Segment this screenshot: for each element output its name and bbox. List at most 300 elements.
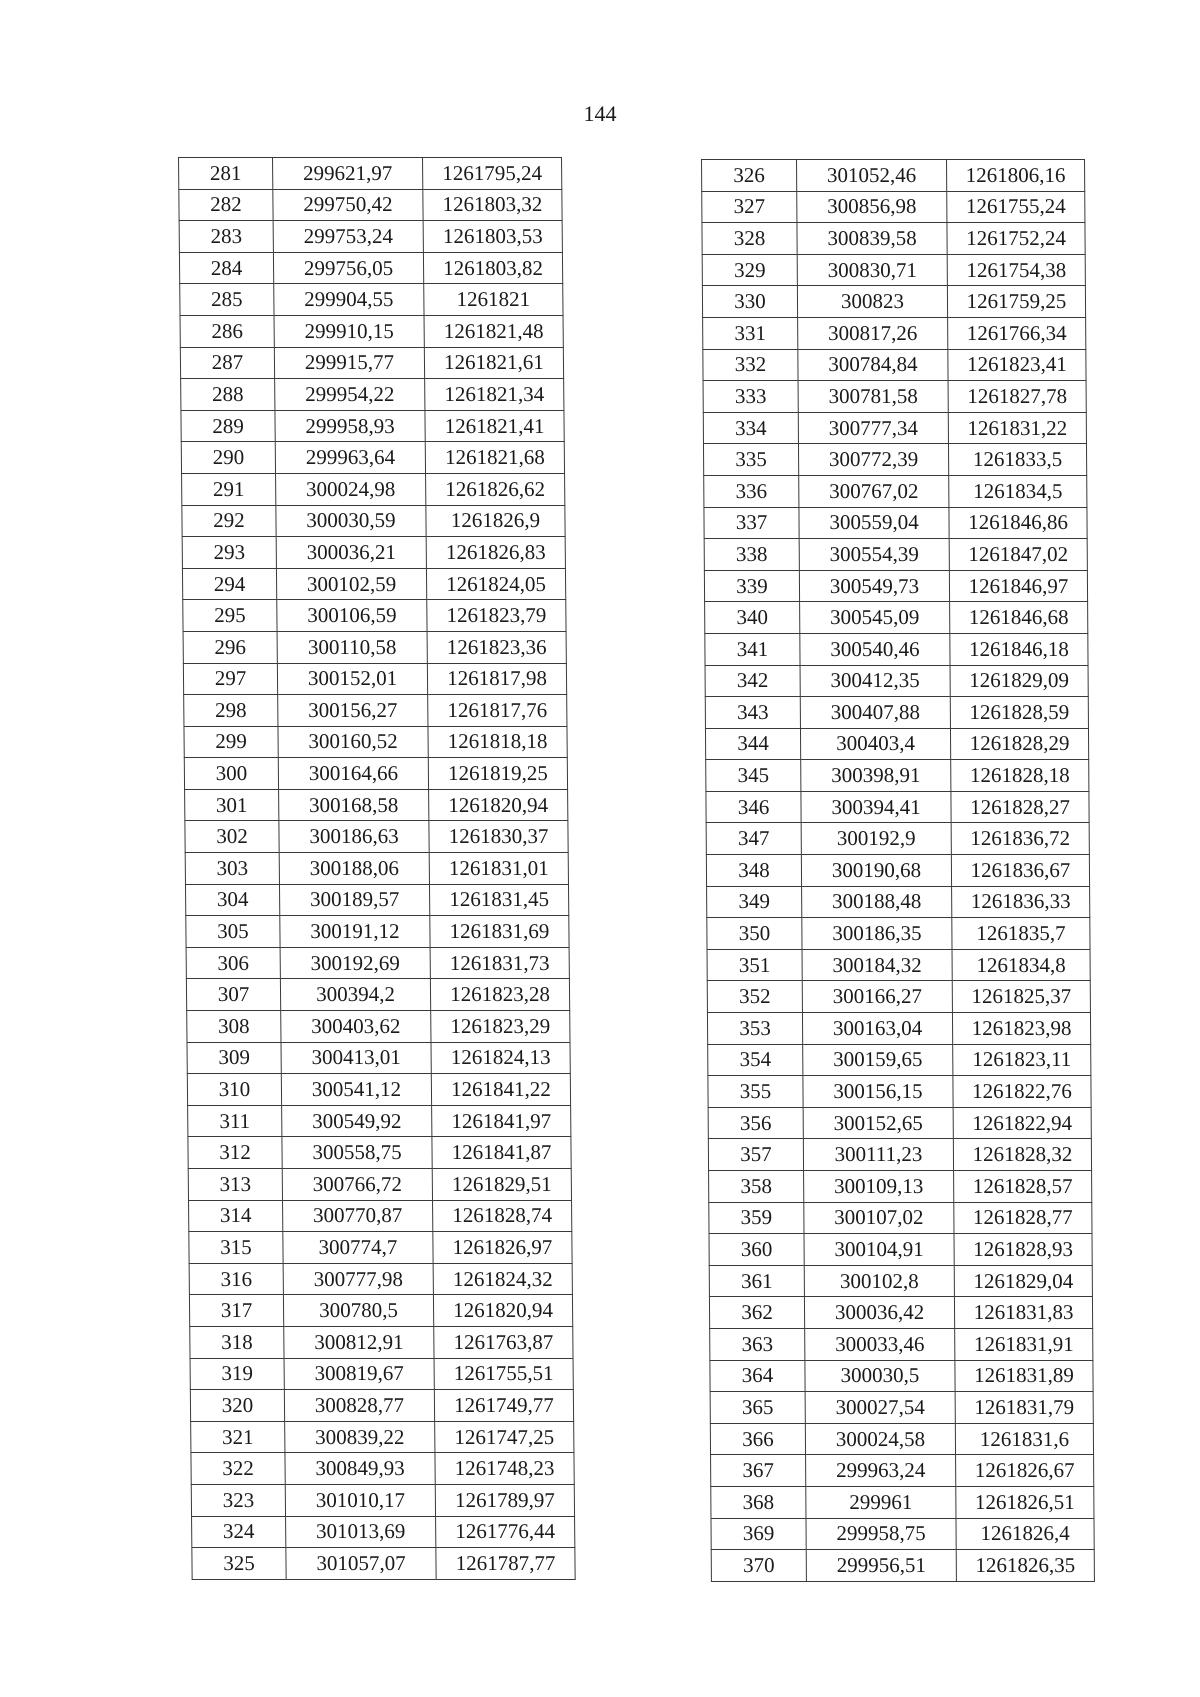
x-coordinate-cell: 300770,87	[283, 1200, 433, 1232]
x-coordinate-cell: 300102,8	[804, 1265, 954, 1297]
table-row	[711, 1486, 1094, 1518]
y-coordinate-cell: 1261828,27	[951, 791, 1089, 823]
point-number-cell: 347	[706, 823, 801, 855]
table-row	[707, 1013, 1090, 1045]
x-coordinate-cell: 300186,35	[802, 918, 952, 950]
point-number-cell: 326	[702, 160, 797, 192]
table-row	[187, 1011, 570, 1043]
x-coordinate-cell: 300188,06	[279, 853, 429, 885]
x-coordinate-cell: 300819,67	[284, 1358, 434, 1390]
point-number-cell: 334	[703, 412, 798, 444]
y-coordinate-cell: 1261846,18	[950, 633, 1088, 665]
y-coordinate-cell: 1261823,41	[948, 349, 1086, 381]
y-coordinate-cell: 1261820,94	[429, 789, 568, 821]
point-number-cell: 295	[183, 600, 277, 632]
table-row	[709, 1171, 1092, 1203]
x-coordinate-cell: 300156,15	[803, 1076, 953, 1108]
y-coordinate-cell: 1261834,8	[952, 949, 1090, 981]
x-coordinate-cell: 300540,46	[800, 633, 950, 665]
point-number-cell: 299	[184, 726, 278, 758]
table-row	[185, 789, 568, 821]
table-row	[709, 1234, 1092, 1266]
point-number-cell: 328	[702, 223, 797, 255]
table-row	[705, 602, 1088, 634]
x-coordinate-cell: 300104,91	[804, 1234, 954, 1266]
point-number-cell: 312	[188, 1137, 282, 1169]
y-coordinate-cell: 1261836,67	[951, 855, 1089, 887]
table-row	[179, 158, 562, 190]
x-coordinate-cell: 300774,7	[283, 1232, 433, 1264]
point-number-cell: 282	[179, 189, 273, 221]
y-coordinate-cell: 1261841,22	[431, 1074, 570, 1106]
point-number-cell: 296	[183, 631, 277, 663]
point-number-cell: 317	[189, 1295, 283, 1327]
y-coordinate-cell: 1261821,68	[425, 442, 564, 474]
table-row	[711, 1518, 1094, 1550]
point-number-cell: 333	[703, 381, 798, 413]
table-row	[705, 665, 1088, 697]
y-coordinate-cell: 1261828,74	[433, 1200, 572, 1232]
x-coordinate-cell: 300166,27	[802, 981, 952, 1013]
x-coordinate-cell: 300024,98	[276, 473, 426, 505]
x-coordinate-cell: 300188,48	[802, 886, 952, 918]
point-number-cell: 331	[703, 317, 798, 349]
y-coordinate-cell: 1261759,25	[947, 286, 1085, 318]
point-number-cell: 322	[191, 1453, 285, 1485]
x-coordinate-cell: 300191,12	[280, 916, 430, 948]
point-number-cell: 367	[711, 1455, 806, 1487]
y-coordinate-cell: 1261823,29	[431, 1011, 570, 1043]
y-coordinate-cell: 1261821,61	[424, 347, 563, 379]
y-coordinate-cell: 1261789,97	[435, 1484, 574, 1516]
table-row	[708, 1044, 1091, 1076]
y-coordinate-cell: 1261824,13	[431, 1042, 570, 1074]
point-number-cell: 294	[182, 568, 276, 600]
point-number-cell: 351	[707, 949, 802, 981]
y-coordinate-cell: 1261841,87	[432, 1137, 571, 1169]
y-coordinate-cell: 1261826,83	[426, 537, 565, 569]
y-coordinate-cell: 1261803,53	[423, 221, 562, 253]
table-row	[180, 347, 563, 379]
y-coordinate-cell: 1261829,09	[950, 665, 1088, 697]
y-coordinate-cell: 1261749,77	[434, 1390, 573, 1422]
table-row	[189, 1263, 572, 1295]
x-coordinate-cell: 299958,93	[275, 410, 425, 442]
y-coordinate-cell: 1261836,72	[951, 823, 1089, 855]
table-row	[704, 539, 1087, 571]
point-number-cell: 354	[708, 1044, 803, 1076]
point-number-cell: 308	[187, 1011, 281, 1043]
y-coordinate-cell: 1261836,33	[952, 886, 1090, 918]
point-number-cell: 318	[190, 1326, 284, 1358]
point-number-cell: 284	[179, 252, 273, 284]
x-coordinate-cell: 300036,21	[276, 537, 426, 569]
table-row	[182, 505, 565, 537]
x-coordinate-cell: 300164,66	[278, 758, 428, 790]
x-coordinate-cell: 299750,42	[273, 189, 423, 221]
x-coordinate-cell: 300184,32	[802, 949, 952, 981]
x-coordinate-cell: 301052,46	[797, 160, 947, 192]
y-coordinate-cell: 1261828,93	[954, 1234, 1092, 1266]
point-number-cell: 290	[181, 442, 275, 474]
point-number-cell: 306	[186, 947, 280, 979]
table-row	[180, 315, 563, 347]
point-number-cell: 325	[192, 1548, 286, 1580]
point-number-cell: 313	[188, 1169, 282, 1201]
point-number-cell: 321	[191, 1421, 285, 1453]
x-coordinate-cell: 300413,01	[281, 1042, 431, 1074]
table-row	[185, 821, 568, 853]
point-number-cell: 309	[187, 1042, 281, 1074]
table-row	[711, 1550, 1094, 1582]
x-coordinate-cell: 300152,65	[803, 1107, 953, 1139]
x-coordinate-cell: 300159,65	[803, 1044, 953, 1076]
y-coordinate-cell: 1261831,89	[955, 1360, 1093, 1392]
point-number-cell: 320	[190, 1390, 284, 1422]
point-number-cell: 330	[702, 286, 797, 318]
y-coordinate-cell: 1261824,32	[433, 1263, 572, 1295]
table-row	[706, 855, 1089, 887]
point-number-cell: 360	[709, 1234, 804, 1266]
y-coordinate-cell: 1261829,51	[432, 1169, 571, 1201]
y-coordinate-cell: 1261817,76	[428, 695, 567, 727]
table-row	[181, 379, 564, 411]
table-row	[707, 981, 1090, 1013]
x-coordinate-cell: 300766,72	[282, 1169, 432, 1201]
coordinates-table-right	[701, 159, 1095, 1582]
table-row	[703, 444, 1086, 476]
y-coordinate-cell: 1261829,04	[954, 1265, 1092, 1297]
table-row	[184, 695, 567, 727]
table-row	[707, 886, 1090, 918]
point-number-cell: 307	[186, 979, 280, 1011]
x-coordinate-cell: 300111,23	[803, 1139, 953, 1171]
table-row	[187, 1042, 570, 1074]
y-coordinate-cell: 1261833,5	[948, 444, 1086, 476]
point-number-cell: 337	[704, 507, 799, 539]
table-row	[184, 758, 567, 790]
table-row	[189, 1200, 572, 1232]
y-coordinate-cell: 1261803,82	[423, 252, 562, 284]
point-number-cell: 346	[706, 791, 801, 823]
point-number-cell: 297	[183, 663, 277, 695]
x-coordinate-cell: 300110,58	[277, 631, 427, 663]
y-coordinate-cell: 1261830,37	[429, 821, 568, 853]
table-row	[180, 284, 563, 316]
y-coordinate-cell: 1261754,38	[947, 254, 1085, 286]
table-row	[188, 1105, 571, 1137]
point-number-cell: 339	[704, 570, 799, 602]
point-number-cell: 301	[185, 789, 279, 821]
x-coordinate-cell: 300030,5	[805, 1360, 955, 1392]
x-coordinate-cell: 300772,39	[798, 444, 948, 476]
x-coordinate-cell: 300412,35	[800, 665, 950, 697]
table-row	[711, 1455, 1094, 1487]
x-coordinate-cell: 299958,75	[806, 1518, 956, 1550]
x-coordinate-cell: 300545,09	[800, 602, 950, 634]
point-number-cell: 289	[181, 410, 275, 442]
point-number-cell: 304	[185, 884, 279, 916]
point-number-cell: 363	[710, 1328, 805, 1360]
y-coordinate-cell: 1261828,18	[951, 760, 1089, 792]
point-number-cell: 319	[190, 1358, 284, 1390]
y-coordinate-cell: 1261826,62	[426, 473, 565, 505]
table-row	[707, 949, 1090, 981]
y-coordinate-cell: 1261820,94	[433, 1295, 572, 1327]
page-number: 144	[583, 101, 617, 126]
x-coordinate-cell: 300828,77	[284, 1390, 434, 1422]
table-row	[186, 916, 569, 948]
x-coordinate-cell: 300777,34	[798, 412, 948, 444]
x-coordinate-cell: 300106,59	[277, 600, 427, 632]
y-coordinate-cell: 1261824,05	[426, 568, 565, 600]
table-row	[702, 286, 1085, 318]
y-coordinate-cell: 1261803,32	[423, 189, 562, 221]
x-coordinate-cell: 300027,54	[805, 1392, 955, 1424]
table-row	[179, 221, 562, 253]
y-coordinate-cell: 1261825,37	[952, 981, 1090, 1013]
table-row	[191, 1453, 574, 1485]
point-number-cell: 353	[707, 1013, 802, 1045]
y-coordinate-cell: 1261834,5	[949, 475, 1087, 507]
table-row	[188, 1137, 571, 1169]
x-coordinate-cell: 300160,52	[278, 726, 428, 758]
table-row	[702, 254, 1085, 286]
table-row	[703, 349, 1086, 381]
point-number-cell: 343	[705, 697, 800, 729]
y-coordinate-cell: 1261847,02	[949, 539, 1087, 571]
point-number-cell: 365	[710, 1392, 805, 1424]
y-coordinate-cell: 1261828,77	[954, 1202, 1092, 1234]
y-coordinate-cell: 1261821,34	[425, 379, 564, 411]
table-row	[182, 473, 565, 505]
y-coordinate-cell: 1261822,76	[953, 1076, 1091, 1108]
x-coordinate-cell: 299904,55	[274, 284, 424, 316]
point-number-cell: 352	[707, 981, 802, 1013]
y-coordinate-cell: 1261823,36	[427, 631, 566, 663]
table-row	[709, 1297, 1092, 1329]
table-row	[704, 507, 1087, 539]
x-coordinate-cell: 300812,91	[284, 1326, 434, 1358]
y-coordinate-cell: 1261828,29	[950, 728, 1088, 760]
table-row	[703, 317, 1086, 349]
point-number-cell: 340	[705, 602, 800, 634]
y-coordinate-cell: 1261846,68	[950, 602, 1088, 634]
table-row	[706, 791, 1089, 823]
table-row	[190, 1326, 573, 1358]
table-row	[702, 160, 1085, 192]
x-coordinate-cell: 300189,57	[279, 884, 429, 916]
y-coordinate-cell: 1261787,77	[436, 1548, 575, 1580]
table-row	[185, 884, 568, 916]
x-coordinate-cell: 301010,17	[285, 1484, 435, 1516]
x-coordinate-cell: 299963,24	[806, 1455, 956, 1487]
x-coordinate-cell: 300839,58	[797, 223, 947, 255]
y-coordinate-cell: 1261846,97	[949, 570, 1087, 602]
table-row	[709, 1202, 1092, 1234]
x-coordinate-cell: 300186,63	[279, 821, 429, 853]
y-coordinate-cell: 1261841,97	[432, 1105, 571, 1137]
y-coordinate-cell: 1261827,78	[948, 381, 1086, 413]
y-coordinate-cell: 1261826,97	[433, 1232, 572, 1264]
y-coordinate-cell: 1261831,45	[429, 884, 568, 916]
point-number-cell: 281	[179, 158, 273, 190]
y-coordinate-cell: 1261763,87	[434, 1326, 573, 1358]
x-coordinate-cell: 300767,02	[799, 475, 949, 507]
point-number-cell: 344	[705, 728, 800, 760]
x-coordinate-cell: 299963,64	[275, 442, 425, 474]
x-coordinate-cell: 300823	[797, 286, 947, 318]
table-row	[704, 570, 1087, 602]
y-coordinate-cell: 1261831,01	[429, 853, 568, 885]
x-coordinate-cell: 300394,41	[801, 791, 951, 823]
x-coordinate-cell: 300554,39	[799, 539, 949, 571]
table-row	[190, 1358, 573, 1390]
point-number-cell: 341	[705, 633, 800, 665]
table-row	[709, 1265, 1092, 1297]
point-number-cell: 302	[185, 821, 279, 853]
y-coordinate-cell: 1261826,9	[426, 505, 565, 537]
y-coordinate-cell: 1261826,51	[956, 1486, 1094, 1518]
coordinates-table-left	[178, 157, 576, 1580]
point-number-cell: 283	[179, 221, 273, 253]
x-coordinate-cell: 300036,42	[804, 1297, 954, 1329]
x-coordinate-cell: 300107,02	[804, 1202, 954, 1234]
table-row	[182, 537, 565, 569]
point-number-cell: 287	[180, 347, 274, 379]
x-coordinate-cell: 300407,88	[800, 697, 950, 729]
table-row	[179, 189, 562, 221]
x-coordinate-cell: 299956,51	[806, 1550, 956, 1582]
y-coordinate-cell: 1261831,69	[430, 916, 569, 948]
y-coordinate-cell: 1261831,6	[955, 1423, 1093, 1455]
point-number-cell: 286	[180, 315, 274, 347]
x-coordinate-cell: 300784,84	[798, 349, 948, 381]
point-number-cell: 291	[182, 473, 276, 505]
table-row	[179, 252, 562, 284]
y-coordinate-cell: 1261823,98	[952, 1013, 1090, 1045]
point-number-cell: 350	[707, 918, 802, 950]
x-coordinate-cell: 299910,15	[274, 315, 424, 347]
y-coordinate-cell: 1261818,18	[428, 726, 567, 758]
x-coordinate-cell: 300030,59	[276, 505, 426, 537]
table-row	[189, 1295, 572, 1327]
table-row	[710, 1423, 1093, 1455]
x-coordinate-cell: 300398,91	[801, 760, 951, 792]
y-coordinate-cell: 1261828,32	[953, 1139, 1091, 1171]
y-coordinate-cell: 1261828,57	[954, 1171, 1092, 1203]
table-row	[191, 1421, 574, 1453]
table-row	[186, 979, 569, 1011]
y-coordinate-cell: 1261755,51	[434, 1358, 573, 1390]
x-coordinate-cell: 300781,58	[798, 381, 948, 413]
x-coordinate-cell: 300190,68	[801, 855, 951, 887]
x-coordinate-cell: 300109,13	[804, 1171, 954, 1203]
y-coordinate-cell: 1261831,83	[954, 1297, 1092, 1329]
y-coordinate-cell: 1261748,23	[435, 1453, 574, 1485]
x-coordinate-cell: 300558,75	[282, 1137, 432, 1169]
point-number-cell: 288	[181, 379, 275, 411]
table-row	[184, 726, 567, 758]
table-row	[702, 191, 1085, 223]
table-row	[182, 568, 565, 600]
table-row	[191, 1484, 574, 1516]
y-coordinate-cell: 1261831,22	[948, 412, 1086, 444]
table-row	[192, 1548, 575, 1580]
x-coordinate-cell: 299961	[806, 1486, 956, 1518]
point-number-cell: 329	[702, 254, 797, 286]
point-number-cell: 370	[711, 1550, 806, 1582]
table-row	[705, 633, 1088, 665]
table-row	[187, 1074, 570, 1106]
y-coordinate-cell: 1261821,41	[425, 410, 564, 442]
x-coordinate-cell: 300403,62	[281, 1011, 431, 1043]
x-coordinate-cell: 300559,04	[799, 507, 949, 539]
point-number-cell: 332	[703, 349, 798, 381]
point-number-cell: 285	[180, 284, 274, 316]
x-coordinate-cell: 300549,92	[282, 1105, 432, 1137]
point-number-cell: 335	[703, 444, 798, 476]
x-coordinate-cell: 299954,22	[275, 379, 425, 411]
x-coordinate-cell: 300839,22	[285, 1421, 435, 1453]
y-coordinate-cell: 1261823,28	[430, 979, 569, 1011]
y-coordinate-cell: 1261795,24	[423, 158, 562, 190]
table-row	[188, 1169, 571, 1201]
x-coordinate-cell: 300549,73	[799, 570, 949, 602]
x-coordinate-cell: 299753,24	[273, 221, 423, 253]
point-number-cell: 355	[708, 1076, 803, 1108]
y-coordinate-cell: 1261831,73	[430, 947, 569, 979]
point-number-cell: 298	[184, 695, 278, 727]
point-number-cell: 324	[192, 1516, 286, 1548]
y-coordinate-cell: 1261835,7	[952, 918, 1090, 950]
x-coordinate-cell: 300394,2	[280, 979, 430, 1011]
point-number-cell: 315	[189, 1232, 283, 1264]
x-coordinate-cell: 300780,5	[283, 1295, 433, 1327]
point-number-cell: 300	[184, 758, 278, 790]
table-row	[705, 728, 1088, 760]
x-coordinate-cell: 300777,98	[283, 1263, 433, 1295]
y-coordinate-cell: 1261828,59	[950, 697, 1088, 729]
table-row	[181, 442, 564, 474]
table-row	[708, 1076, 1091, 1108]
table-row	[185, 853, 568, 885]
point-number-cell: 364	[710, 1360, 805, 1392]
y-coordinate-cell: 1261755,24	[947, 191, 1085, 223]
table-row	[708, 1139, 1091, 1171]
point-number-cell: 356	[708, 1107, 803, 1139]
x-coordinate-cell: 300541,12	[281, 1074, 431, 1106]
point-number-cell: 361	[709, 1265, 804, 1297]
x-coordinate-cell: 300168,58	[279, 789, 429, 821]
point-number-cell: 293	[182, 537, 276, 569]
y-coordinate-cell: 1261752,24	[947, 223, 1085, 255]
table-row	[707, 918, 1090, 950]
y-coordinate-cell: 1261821,48	[424, 315, 563, 347]
table-row	[706, 823, 1089, 855]
table-row	[705, 697, 1088, 729]
table-row	[703, 381, 1086, 413]
x-coordinate-cell: 300192,9	[801, 823, 951, 855]
point-number-cell: 345	[706, 760, 801, 792]
x-coordinate-cell: 300849,93	[285, 1453, 435, 1485]
point-number-cell: 366	[710, 1423, 805, 1455]
x-coordinate-cell: 300102,59	[276, 568, 426, 600]
table-row	[189, 1232, 572, 1264]
x-coordinate-cell: 300156,27	[278, 695, 428, 727]
y-coordinate-cell: 1261747,25	[435, 1421, 574, 1453]
point-number-cell: 305	[186, 916, 280, 948]
